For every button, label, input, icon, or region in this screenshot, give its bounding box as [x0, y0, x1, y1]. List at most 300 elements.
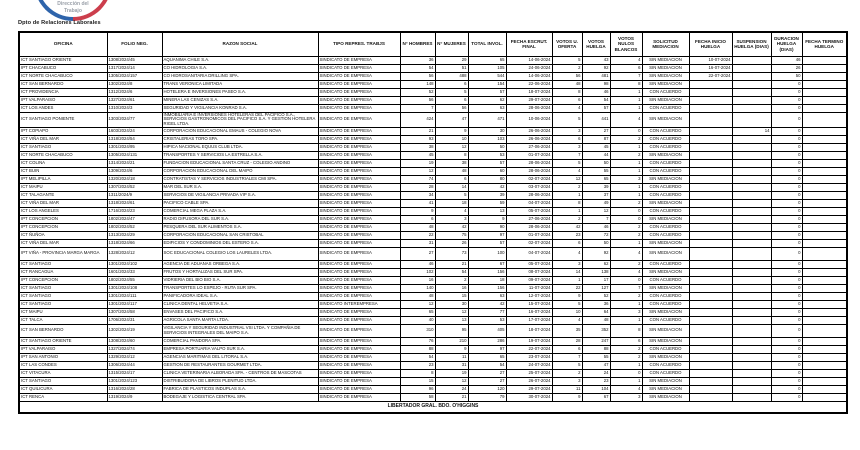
cell-fecha-termino-huelga — [802, 167, 847, 175]
cell-fecha-inicio-huelga — [689, 207, 732, 215]
cell-votos-huelga: 50 — [582, 239, 610, 247]
table-row — [19, 353, 847, 361]
department-label: Dpto de Relaciones Laborales — [18, 20, 101, 26]
cell-votos-nulos: 2 — [610, 151, 642, 159]
table-row — [19, 361, 847, 369]
cell-votos-oferta: 4 — [552, 247, 582, 260]
cell-n-hombres: 48 — [400, 223, 435, 231]
cell-n-mujeres: 14 — [435, 183, 468, 191]
cell-n-mujeres: 18 — [435, 199, 468, 207]
cell-votos-oferta: 4 — [552, 167, 582, 175]
table-row — [19, 260, 847, 268]
cell-duracion-huelga: 0 — [771, 135, 802, 143]
cell-total-invol: 105 — [468, 64, 506, 72]
cell-n-hombres: 34 — [400, 191, 435, 199]
cell-oficina: ICT SANTIAGO PONIENTE — [19, 112, 107, 127]
table-row — [19, 393, 847, 401]
cell-folio-neg: 1328/2024/12 — [107, 247, 162, 260]
col-header-fecha-escrut: FECHA ESCRUT. FINAL — [506, 32, 552, 56]
col-header-votos-huelga: VOTOS HUELGA — [582, 32, 610, 56]
cell-total-invol: 9 — [468, 215, 506, 223]
cell-n-hombres: 74 — [400, 175, 435, 183]
cell-fecha-escrut: 02-07-2024 — [506, 239, 552, 247]
cell-suspension-huelga — [732, 292, 771, 300]
cell-tipo-repres: SINDICATO DE EMPRESA — [318, 316, 400, 324]
cell-solicitud-mediacion: SIN MEDIACION — [642, 151, 689, 159]
cell-suspension-huelga — [732, 231, 771, 239]
cell-votos-nulos: 2 — [610, 345, 642, 353]
cell-fecha-escrut: 29-07-2024 — [506, 385, 552, 393]
cell-folio-neg: 1308/2024/45 — [107, 56, 162, 64]
cell-fecha-termino-huelga — [802, 96, 847, 104]
cell-tipo-repres: SINDICATO DE EMPRESA — [318, 369, 400, 377]
cell-razon-social: RADIO DIFUSORA DEL SUR S.A. — [162, 215, 318, 223]
cell-tipo-repres: SINDICATO DE EMPRESA — [318, 345, 400, 353]
cell-total-invol: 67 — [468, 260, 506, 268]
table-row — [19, 385, 847, 393]
cell-votos-huelga: 17 — [582, 276, 610, 284]
cell-duracion-huelga: 0 — [771, 175, 802, 183]
cell-n-hombres: 40 — [400, 316, 435, 324]
cell-solicitud-mediacion: SIN MEDIACION — [642, 239, 689, 247]
table-row — [19, 127, 847, 135]
col-header-votos-oferta: VOTOS U. OFERTA — [552, 32, 582, 56]
cell-votos-huelga: 54 — [582, 96, 610, 104]
table-row — [19, 72, 847, 80]
cell-razon-social: PESQUERA DEL SUR ALIMENTOS S.A. — [162, 223, 318, 231]
cell-votos-oferta: 6 — [552, 239, 582, 247]
cell-votos-oferta: 23 — [552, 231, 582, 239]
cell-votos-huelga: 104 — [582, 385, 610, 393]
cell-fecha-inicio-huelga — [689, 143, 732, 151]
cell-fecha-termino-huelga — [802, 191, 847, 199]
cell-fecha-escrut: 05-07-2024 — [506, 207, 552, 215]
cell-oficina: ICT SANTIAGO — [19, 292, 107, 300]
table-row — [19, 135, 847, 143]
logo-text-line1: Dirección del — [57, 1, 89, 7]
cell-n-hombres: 424 — [400, 112, 435, 127]
table-row — [19, 345, 847, 353]
cell-tipo-repres: SINDICATO DE EMPRESA — [318, 159, 400, 167]
cell-total-invol: 544 — [468, 72, 506, 80]
cell-votos-nulos: 2 — [610, 353, 642, 361]
cell-duracion-huelga: 0 — [771, 284, 802, 292]
cell-razon-social: AGENCIAS MARITIMAS DEL LITORAL S.A. — [162, 353, 318, 361]
cell-tipo-repres: SINDICATO DE EMPRESA — [318, 215, 400, 223]
cell-n-mujeres: 75 — [435, 231, 468, 239]
cell-tipo-repres: SINDICATO DE EMPRESA — [318, 361, 400, 369]
cell-solicitud-mediacion: CON ACUERDO — [642, 143, 689, 151]
cell-n-mujeres: 12 — [435, 308, 468, 316]
cell-suspension-huelga — [732, 104, 771, 112]
cell-fecha-termino-huelga — [802, 276, 847, 284]
cell-votos-huelga: 37 — [582, 191, 610, 199]
cell-razon-social: ENVASES DEL PACIFICO S.A. — [162, 308, 318, 316]
cell-duracion-huelga: 0 — [771, 292, 802, 300]
cell-fecha-termino-huelga — [802, 56, 847, 64]
cell-fecha-inicio-huelga — [689, 337, 732, 345]
cell-duracion-huelga: 0 — [771, 183, 802, 191]
cell-fecha-inicio-huelga — [689, 96, 732, 104]
cell-folio-neg: 1603/2024/24 — [107, 127, 162, 135]
cell-n-hombres: 7 — [400, 104, 435, 112]
cell-n-hombres: 65 — [400, 308, 435, 316]
cell-fecha-termino-huelga — [802, 300, 847, 308]
col-header-fecha-inicio-huelga: FECHA INICIO HUELGA — [689, 32, 732, 56]
cell-duracion-huelga: 0 — [771, 215, 802, 223]
cell-solicitud-mediacion: SIN MEDIACION — [642, 80, 689, 88]
cell-solicitud-mediacion: CON ACUERDO — [642, 361, 689, 369]
cell-votos-huelga: 45 — [582, 143, 610, 151]
cell-n-hombres: 88 — [400, 345, 435, 353]
cell-tipo-repres: SINDICATO DE EMPRESA — [318, 112, 400, 127]
cell-folio-neg: 1319/2024/9 — [107, 393, 162, 401]
cell-n-mujeres: 4 — [435, 207, 468, 215]
cell-votos-nulos: 8 — [610, 80, 642, 88]
cell-tipo-repres: SINDICATO DE EMPRESA — [318, 247, 400, 260]
cell-folio-neg: 1310/2024/3 — [107, 104, 162, 112]
cell-folio-neg: 1301/2024/102 — [107, 260, 162, 268]
cell-votos-huelga: 46 — [582, 223, 610, 231]
cell-razon-social: FABRICA DE PLASTICOS INDUPLAS S.A. — [162, 385, 318, 393]
cell-oficina: IPT MELIPILLA — [19, 175, 107, 183]
cell-solicitud-mediacion: CON ACUERDO — [642, 207, 689, 215]
cell-suspension-huelga — [732, 56, 771, 64]
cell-votos-oferta: 8 — [552, 88, 582, 96]
cell-votos-nulos: 7 — [610, 284, 642, 292]
cell-fecha-termino-huelga — [802, 260, 847, 268]
cell-solicitud-mediacion: CON ACUERDO — [642, 104, 689, 112]
cell-votos-nulos: 0 — [610, 369, 642, 377]
cell-solicitud-mediacion: SIN MEDIACION — [642, 112, 689, 127]
cell-oficina: ICT BUIN — [19, 167, 107, 175]
cell-n-mujeres: 9 — [435, 127, 468, 135]
cell-n-mujeres: 26 — [435, 239, 468, 247]
cell-suspension-huelga — [732, 191, 771, 199]
cell-fecha-termino-huelga — [802, 247, 847, 260]
cell-votos-nulos: 1 — [610, 167, 642, 175]
cell-oficina: IPT VALPARAISO — [19, 96, 107, 104]
cell-fecha-escrut: 18-07-2024 — [506, 324, 552, 337]
cell-n-hombres: 19 — [400, 159, 435, 167]
cell-n-hombres: 27 — [400, 247, 435, 260]
cell-folio-neg: 1307/2024/52 — [107, 183, 162, 191]
cell-votos-huelga: 127 — [582, 284, 610, 292]
cell-fecha-termino-huelga — [802, 64, 847, 72]
cell-fecha-inicio-huelga — [689, 385, 732, 393]
table-row — [19, 207, 847, 215]
cell-fecha-escrut: 01-07-2024 — [506, 151, 552, 159]
cell-n-hombres: 310 — [400, 324, 435, 337]
section-separator-row — [19, 401, 847, 413]
cell-votos-nulos: 1 — [610, 183, 642, 191]
table-row — [19, 112, 847, 127]
cell-votos-huelga: 92 — [582, 64, 610, 72]
cell-fecha-inicio-huelga — [689, 159, 732, 167]
cell-suspension-huelga — [732, 324, 771, 337]
cell-fecha-termino-huelga — [802, 231, 847, 239]
table-row — [19, 167, 847, 175]
cell-votos-nulos: 3 — [610, 393, 642, 401]
cell-n-hombres: 9 — [400, 207, 435, 215]
cell-votos-nulos: 7 — [610, 72, 642, 80]
cell-votos-nulos: 1 — [610, 96, 642, 104]
cell-suspension-huelga — [732, 143, 771, 151]
cell-n-mujeres: 12 — [435, 143, 468, 151]
cell-duracion-huelga: 0 — [771, 316, 802, 324]
cell-fecha-escrut: 04-07-2024 — [506, 199, 552, 207]
cell-fecha-inicio-huelga — [689, 292, 732, 300]
cell-oficina: IPT CONCEPCION — [19, 276, 107, 284]
cell-fecha-escrut: 22-06-2024 — [506, 80, 552, 88]
cell-tipo-repres: SINDICATO DE EMPRESA — [318, 143, 400, 151]
cell-votos-oferta: 1 — [552, 207, 582, 215]
cell-folio-neg: 1301/2024/117 — [107, 300, 162, 308]
cell-fecha-termino-huelga — [802, 284, 847, 292]
cell-oficina: ICT SANTIAGO ORIENTE — [19, 56, 107, 64]
cell-fecha-inicio-huelga — [689, 199, 732, 207]
cell-tipo-repres: SINDICATO DE EMPRESA — [318, 377, 400, 385]
cell-oficina: ICT SANTIAGO ORIENTE — [19, 337, 107, 345]
cell-votos-nulos: 2 — [610, 292, 642, 300]
cell-oficina: IPT COPIAPO — [19, 127, 107, 135]
cell-fecha-inicio-huelga — [689, 215, 732, 223]
cell-n-mujeres: 51 — [435, 64, 468, 72]
cell-total-invol: 27 — [468, 369, 506, 377]
cell-fecha-inicio-huelga — [689, 377, 732, 385]
cell-votos-huelga: 57 — [582, 104, 610, 112]
cell-duracion-huelga: 0 — [771, 112, 802, 127]
cell-fecha-inicio-huelga: 10-07-2024 — [689, 56, 732, 64]
cell-fecha-termino-huelga — [802, 80, 847, 88]
cell-razon-social: CORPORACION EDUCACIONAL DEL MAIPO — [162, 167, 318, 175]
cell-votos-huelga: 49 — [582, 199, 610, 207]
cell-votos-huelga: 24 — [582, 369, 610, 377]
cell-oficina: ICT ÑUÑOA — [19, 231, 107, 239]
cell-razon-social: COMERCIAL PANDORA SPA. — [162, 337, 318, 345]
cell-tipo-repres: SINDICATO DE EMPRESA — [318, 276, 400, 284]
cell-oficina: ICT QUILICURA — [19, 385, 107, 393]
cell-n-hombres: 148 — [400, 80, 435, 88]
cell-solicitud-mediacion: SIN MEDIACION — [642, 377, 689, 385]
cell-fecha-escrut: 26-07-2024 — [506, 377, 552, 385]
cell-total-invol: 65 — [468, 353, 506, 361]
cell-folio-neg: 1318/2024/54 — [107, 135, 162, 143]
cell-duracion-huelga: 0 — [771, 88, 802, 96]
cell-votos-nulos: 1 — [610, 239, 642, 247]
cell-votos-oferta: 2 — [552, 183, 582, 191]
cell-votos-huelga: 352 — [582, 324, 610, 337]
cell-fecha-inicio-huelga — [689, 268, 732, 276]
cell-solicitud-mediacion: CON ACUERDO — [642, 88, 689, 96]
cell-fecha-escrut: 15-07-2024 — [506, 300, 552, 308]
cell-duracion-huelga: 0 — [771, 276, 802, 284]
cell-fecha-inicio-huelga — [689, 260, 732, 268]
cell-n-hombres: 12 — [400, 167, 435, 175]
cell-fecha-termino-huelga — [802, 345, 847, 353]
cell-fecha-inicio-huelga — [689, 361, 732, 369]
cell-razon-social: CORPORACION EDUCACIONAL SAN CRISTOBAL — [162, 231, 318, 239]
cell-solicitud-mediacion: SIN MEDIACION — [642, 56, 689, 64]
cell-suspension-huelga — [732, 175, 771, 183]
cell-fecha-inicio-huelga — [689, 393, 732, 401]
cell-fecha-termino-huelga — [802, 308, 847, 316]
cell-fecha-inicio-huelga — [689, 127, 732, 135]
cell-votos-oferta: 14 — [552, 268, 582, 276]
cell-fecha-termino-huelga — [802, 127, 847, 135]
cell-razon-social: HIPICA NACIONAL EQUUS CLUB LTDA. — [162, 143, 318, 151]
cell-oficina: ICT NORTE CHACABUCO — [19, 72, 107, 80]
cell-fecha-escrut: 28-06-2024 — [506, 104, 552, 112]
cell-solicitud-mediacion: SIN MEDIACION — [642, 337, 689, 345]
cell-fecha-termino-huelga — [802, 215, 847, 223]
cell-votos-nulos: 8 — [610, 324, 642, 337]
cell-votos-oferta: 56 — [552, 72, 582, 80]
cell-votos-nulos: 2 — [610, 223, 642, 231]
cell-suspension-huelga — [732, 260, 771, 268]
cell-n-hombres: 28 — [400, 183, 435, 191]
cell-votos-nulos: 6 — [610, 64, 642, 72]
cell-votos-oferta: 6 — [552, 135, 582, 143]
cell-fecha-termino-huelga — [802, 268, 847, 276]
cell-duracion-huelga: 0 — [771, 337, 802, 345]
cell-tipo-repres: SINDICATO DE EMPRESA — [318, 183, 400, 191]
cell-solicitud-mediacion: SIN MEDIACION — [642, 175, 689, 183]
cell-total-invol: 286 — [468, 337, 506, 345]
cell-votos-nulos: 1 — [610, 361, 642, 369]
cell-duracion-huelga: 26 — [771, 64, 802, 72]
cell-folio-neg: 1309/2024/6 — [107, 167, 162, 175]
cell-razon-social: TRANSPORTES Y SERVICIOS LA ESTRELLA S.A. — [162, 151, 318, 159]
cell-fecha-inicio-huelga — [689, 175, 732, 183]
cell-oficina: ICT VIÑA DEL MAR — [19, 199, 107, 207]
cell-n-mujeres: 29 — [435, 56, 468, 64]
cell-n-hombres: 96 — [400, 385, 435, 393]
cell-oficina: IPT CONCEPCION — [19, 215, 107, 223]
cell-folio-neg: 1320/2024/18 — [107, 175, 162, 183]
cell-fecha-termino-huelga — [802, 151, 847, 159]
cell-razon-social: MAR DEL SUR S.A. — [162, 183, 318, 191]
cell-tipo-repres: SINDICATO DE EMPRESA — [318, 199, 400, 207]
cell-razon-social: HOTELERA E INVERSIONES PASEO S.A. — [162, 88, 318, 96]
cell-tipo-repres: SINDICATO DE EMPRESA — [318, 88, 400, 96]
cell-fecha-inicio-huelga — [689, 88, 732, 96]
cell-duracion-huelga: 0 — [771, 231, 802, 239]
cell-suspension-huelga — [732, 135, 771, 143]
cell-n-mujeres: 2 — [435, 276, 468, 284]
cell-votos-nulos: 0 — [610, 215, 642, 223]
cell-suspension-huelga — [732, 151, 771, 159]
cell-razon-social: MINERA LAS CENIZAS S.A. — [162, 96, 318, 104]
cell-total-invol: 13 — [468, 207, 506, 215]
cell-razon-social: PACIFICO CABLE SPA. — [162, 199, 318, 207]
cell-solicitud-mediacion: SIN MEDIACION — [642, 353, 689, 361]
cell-tipo-repres: SINDICATO DE EMPRESA — [318, 127, 400, 135]
cell-razon-social: EMPRESA PORTUARIA VALPO SUR S.A. — [162, 345, 318, 353]
cell-n-hombres: 93 — [400, 135, 435, 143]
cell-duracion-huelga: 50 — [771, 72, 802, 80]
cell-razon-social: CO HIDROLOGIA S.A. — [162, 64, 318, 72]
cell-folio-neg: 1327/2024/74 — [107, 345, 162, 353]
cell-oficina: ICT TALAGANTE — [19, 191, 107, 199]
cell-duracion-huelga: 0 — [771, 199, 802, 207]
cell-fecha-inicio-huelga — [689, 223, 732, 231]
cell-solicitud-mediacion: SIN MEDIACION — [642, 199, 689, 207]
cell-n-mujeres: 54 — [435, 268, 468, 276]
cell-suspension-huelga — [732, 64, 771, 72]
table-row — [19, 96, 847, 104]
cell-folio-neg: 1316/2024/28 — [107, 385, 162, 393]
cell-votos-oferta: 7 — [552, 353, 582, 361]
table-row — [19, 80, 847, 88]
table-row — [19, 231, 847, 239]
cell-solicitud-mediacion: CON ACUERDO — [642, 345, 689, 353]
cell-votos-oferta: 2 — [552, 64, 582, 72]
cell-fecha-escrut: 28-06-2024 — [506, 191, 552, 199]
cell-tipo-repres: SINDICATO DE EMPRESA — [318, 239, 400, 247]
cell-duracion-huelga: 0 — [771, 159, 802, 167]
cell-n-mujeres: 8 — [435, 151, 468, 159]
cell-n-mujeres: 5 — [435, 88, 468, 96]
cell-fecha-escrut: 09-07-2024 — [506, 276, 552, 284]
cell-solicitud-mediacion: CON ACUERDO — [642, 167, 689, 175]
cell-votos-nulos: 1 — [610, 88, 642, 96]
cell-n-mujeres: 31 — [435, 361, 468, 369]
cell-votos-nulos: 2 — [610, 135, 642, 143]
cell-folio-neg: 1301/2024/108 — [107, 284, 162, 292]
cell-duracion-huelga: 0 — [771, 324, 802, 337]
cell-n-mujeres: 19 — [435, 369, 468, 377]
cell-total-invol: 57 — [468, 159, 506, 167]
logo-text-line2: Trabajo — [64, 7, 82, 14]
cell-solicitud-mediacion: SIN MEDIACION — [642, 308, 689, 316]
cell-folio-neg: 1301/2024/111 — [107, 292, 162, 300]
cell-votos-oferta: 28 — [552, 337, 582, 345]
cell-n-hombres: 54 — [400, 353, 435, 361]
cell-fecha-inicio-huelga: 22-07-2024 — [689, 72, 732, 80]
cell-suspension-huelga: 14 — [732, 127, 771, 135]
cell-razon-social: FRUTOS Y HORTALIZAS DEL SUR SPA. — [162, 268, 318, 276]
cell-duracion-huelga: 0 — [771, 80, 802, 88]
cell-votos-huelga: 481 — [582, 72, 610, 80]
cell-razon-social: INMOBILIARIA E INVERSIONES HOTELERAS DEL PACIFICO S.A., SERVICIOS GASTRONOMICOS DEL PACIFICO S.A. Y GESTION HOTELERA RIGEL LTDA. — [162, 112, 318, 127]
cell-razon-social: CO HIDROSANITARIA DRILLING SPA. — [162, 72, 318, 80]
cell-fecha-escrut: 11-07-2024 — [506, 284, 552, 292]
cell-fecha-termino-huelga — [802, 88, 847, 96]
cell-suspension-huelga — [732, 88, 771, 96]
cell-folio-neg: 1307/2024/58 — [107, 308, 162, 316]
cell-folio-neg: 1305/2024/157 — [107, 72, 162, 80]
cell-tipo-repres: SINDICATO DE EMPRESA — [318, 223, 400, 231]
cell-suspension-huelga — [732, 159, 771, 167]
col-header-folio-neg: FOLIO NEG. — [107, 32, 162, 56]
cell-fecha-termino-huelga — [802, 199, 847, 207]
cell-suspension-huelga — [732, 183, 771, 191]
cell-folio-neg: 1312/2024/6 — [107, 88, 162, 96]
cell-suspension-huelga — [732, 247, 771, 260]
cell-total-invol: 50 — [468, 143, 506, 151]
cell-votos-nulos: 1 — [610, 316, 642, 324]
cell-votos-huelga: 23 — [582, 377, 610, 385]
cell-votos-huelga: 65 — [582, 175, 610, 183]
cell-duracion-huelga: 0 — [771, 127, 802, 135]
cell-votos-oferta: 2 — [552, 369, 582, 377]
cell-n-mujeres: 47 — [435, 112, 468, 127]
cell-folio-neg: 1308/2024/60 — [107, 337, 162, 345]
col-header-suspension-huelga: SUSPENSION HUELGA (DIAS) — [732, 32, 771, 56]
cell-total-invol: 18 — [468, 276, 506, 284]
cell-total-invol: 57 — [468, 88, 506, 96]
